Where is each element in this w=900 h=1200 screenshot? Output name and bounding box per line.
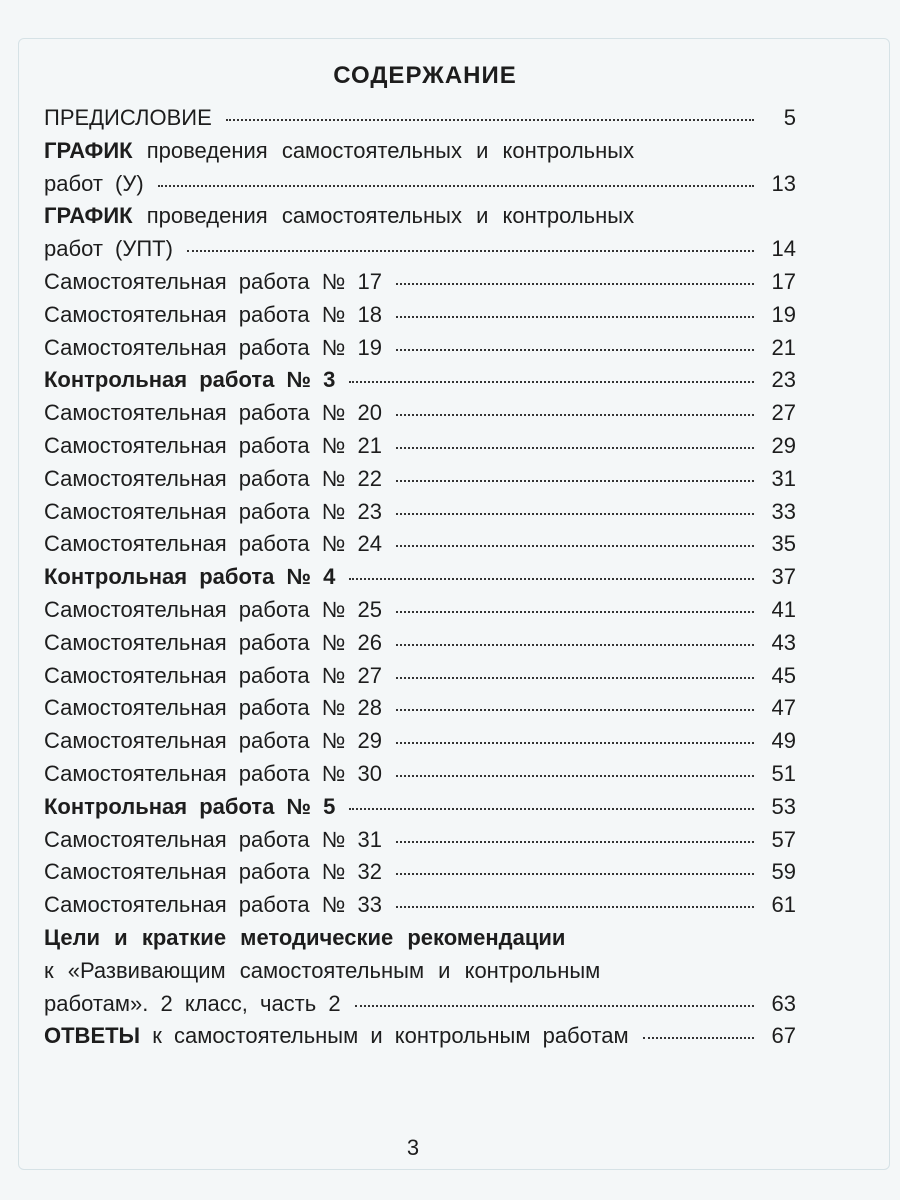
toc-entry[interactable] (44, 824, 796, 857)
toc-page-number: 45 (771, 662, 796, 688)
toc-entry-label-continued: проведения самостоятельных и контрольных (146, 137, 635, 163)
toc-entry-methodology[interactable] (44, 922, 796, 1020)
toc-entry[interactable] (44, 889, 796, 922)
toc-entry[interactable] (44, 430, 796, 463)
toc-entry[interactable] (44, 463, 796, 496)
toc-entry-label: Самостоятельная работа № 28 (44, 695, 382, 721)
toc-entry-label: Самостоятельная работа № 21 (44, 432, 382, 458)
leader-dots (158, 185, 754, 187)
leader-dots (396, 873, 754, 875)
toc-entry[interactable] (44, 594, 796, 627)
toc-entry-label: Самостоятельная работа № 32 (44, 859, 382, 885)
leader-dots (396, 414, 754, 416)
toc-page-number: 43 (771, 629, 796, 655)
leader-dots (396, 709, 754, 711)
toc-page-number: 59 (771, 859, 796, 885)
leader-dots (355, 1005, 754, 1007)
toc-entry[interactable] (44, 660, 796, 693)
leader-dots (396, 677, 754, 679)
toc-entry-answers[interactable] (44, 1020, 796, 1053)
table-of-contents (44, 102, 796, 1053)
toc-entry[interactable] (44, 692, 796, 725)
toc-entry[interactable] (44, 332, 796, 365)
toc-entry-label: Самостоятельная работа № 27 (44, 662, 382, 688)
leader-dots (396, 742, 754, 744)
toc-page-number: 27 (771, 400, 796, 426)
toc-entry-label: Контрольная работа № 4 (44, 564, 336, 590)
leader-dots (349, 578, 754, 580)
leader-dots (396, 906, 754, 908)
toc-page-number: 37 (771, 564, 796, 590)
toc-page-number: 57 (771, 826, 796, 852)
toc-entry-label: Самостоятельная работа № 25 (44, 596, 382, 622)
toc-entry-bold-label: ОТВЕТЫ (44, 1023, 141, 1049)
toc-page-number: 21 (771, 334, 796, 360)
toc-entry-label: Самостоятельная работа № 30 (44, 760, 382, 786)
toc-page-number: 5 (783, 105, 796, 130)
leader-dots (396, 283, 754, 285)
toc-entry-label: Самостоятельная работа № 33 (44, 892, 382, 918)
toc-entry-label-continued: к «Развивающим самостоятельным и контрольным (44, 957, 601, 983)
leader-dots (396, 775, 754, 777)
leader-dots (396, 316, 754, 318)
toc-entry-label: Контрольная работа № 5 (44, 793, 336, 819)
toc-entry[interactable] (44, 528, 796, 561)
toc-page-number: 31 (771, 465, 796, 491)
toc-page-number: 61 (771, 892, 796, 918)
toc-entry-label: Самостоятельная работа № 29 (44, 728, 382, 754)
toc-page-number: 67 (771, 1023, 796, 1049)
toc-entry-label: Самостоятельная работа № 26 (44, 629, 382, 655)
toc-entry-control-work[interactable] (44, 561, 796, 594)
toc-entry-label: Самостоятельная работа № 20 (44, 400, 382, 426)
leader-dots (396, 611, 754, 613)
toc-entry-bold-label: ГРАФИК (44, 137, 133, 163)
toc-entry-label-continued: проведения самостоятельных и контрольных (146, 203, 635, 229)
page-title: СОДЕРЖАНИЕ (333, 62, 517, 89)
leader-dots (396, 841, 754, 843)
toc-page-number: 13 (771, 170, 796, 196)
leader-dots (643, 1037, 754, 1039)
toc-page-number: 63 (771, 990, 796, 1016)
toc-page-number: 35 (771, 531, 796, 557)
toc-entry[interactable] (44, 266, 796, 299)
toc-page-number: 51 (771, 760, 796, 786)
toc-page-number: 14 (771, 236, 796, 262)
toc-entry-label: работам». 2 класс, часть 2 (44, 990, 341, 1016)
leader-dots (396, 644, 754, 646)
toc-page-number: 19 (771, 301, 796, 327)
toc-entry-label: Самостоятельная работа № 31 (44, 826, 382, 852)
leader-dots (396, 513, 754, 515)
leader-dots (349, 808, 754, 810)
toc-entry-schedule-u[interactable] (44, 135, 796, 201)
leader-dots (226, 119, 754, 121)
toc-entry[interactable] (44, 299, 796, 332)
leader-dots (396, 349, 754, 351)
toc-entry-label: работ (УПТ) (44, 236, 173, 262)
page-number: 3 (406, 1135, 420, 1160)
toc-entry-label: Самостоятельная работа № 23 (44, 498, 382, 524)
toc-page-number: 23 (771, 367, 796, 393)
leader-dots (396, 545, 754, 547)
toc-page-number: 17 (771, 268, 796, 294)
leader-dots (396, 480, 754, 482)
toc-entry[interactable] (44, 725, 796, 758)
leader-dots (349, 381, 754, 383)
toc-entry-label: Самостоятельная работа № 19 (44, 334, 382, 360)
toc-entry[interactable] (44, 627, 796, 660)
toc-entry-label: Самостоятельная работа № 17 (44, 268, 382, 294)
toc-entry[interactable] (44, 397, 796, 430)
leader-dots (187, 250, 754, 252)
toc-entry-label: Самостоятельная работа № 22 (44, 465, 382, 491)
toc-entry-label: работ (У) (44, 170, 144, 196)
toc-entry-preface[interactable] (44, 102, 796, 135)
toc-entry-label: Контрольная работа № 3 (44, 367, 336, 393)
leader-dots (396, 447, 754, 449)
toc-page-number: 47 (771, 695, 796, 721)
toc-entry-bold-label: ГРАФИК (44, 203, 133, 229)
toc-entry-control-work[interactable] (44, 364, 796, 397)
toc-entry[interactable] (44, 856, 796, 889)
toc-entry-label: ПРЕДИСЛОВИЕ (44, 105, 212, 130)
toc-page-number: 49 (771, 728, 796, 754)
toc-entry-schedule-upt[interactable] (44, 200, 796, 266)
toc-entry[interactable] (44, 758, 796, 791)
toc-entry-label: Самостоятельная работа № 24 (44, 531, 382, 557)
toc-entry[interactable] (44, 496, 796, 529)
toc-page-number: 29 (771, 432, 796, 458)
toc-page-number: 53 (771, 793, 796, 819)
toc-entry-control-work[interactable] (44, 791, 796, 824)
toc-page-number: 41 (771, 596, 796, 622)
toc-entry-label: к самостоятельным и контрольным работам (152, 1023, 629, 1049)
toc-page-number: 33 (771, 498, 796, 524)
toc-entry-heading: Цели и краткие методические рекомендации (44, 924, 566, 950)
toc-entry-label: Самостоятельная работа № 18 (44, 301, 382, 327)
